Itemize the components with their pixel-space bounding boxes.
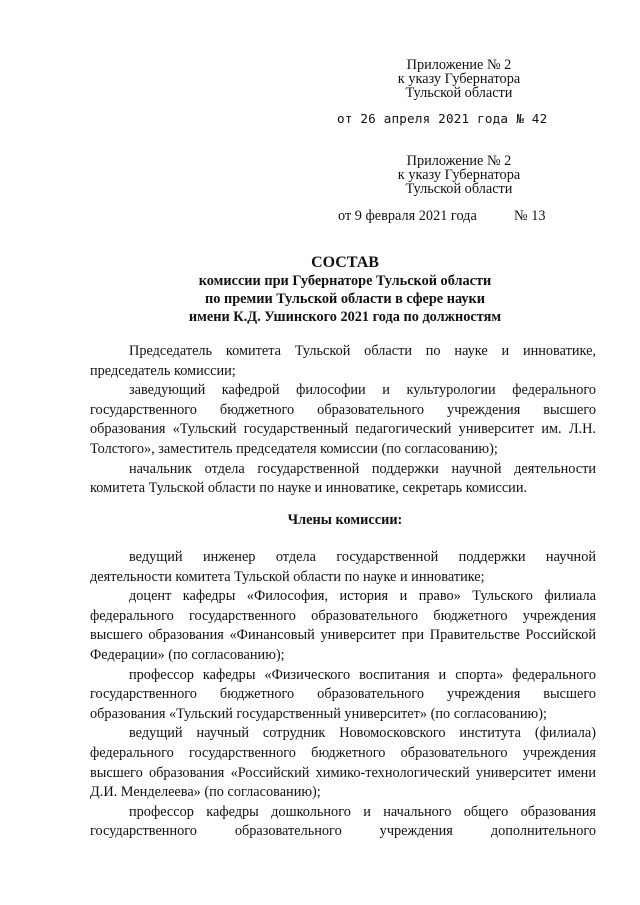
appendix-stamp-old	[372, 154, 546, 196]
leadership-item: заведующий кафедрой философии и культурологии федерального государственного бюджетного образовательного учреждения высшего образования «Тульский государственный педагогический университет им. Л.Н. Толстого», заместитель председателя комиссии (по согласованию);	[90, 382, 596, 457]
member-item: профессор кафедры дошкольного и начального общего образования государственного образовательного учреждения дополнительного	[90, 803, 596, 840]
decree-number: № 13	[514, 208, 546, 224]
title-main: СОСТАВ	[311, 254, 379, 271]
decree-date-text: от 26 апреля 2021 года	[337, 111, 509, 126]
appendix-line: Приложение № 2	[406, 153, 512, 169]
member-item: доцент кафедры «Философия, история и право» Тульского филиала федерального государственного образовательного бюджетного учреждения высшего образования «Финансовый университет при Правительстве Российской Федерации» (по согласованию);	[90, 588, 596, 663]
appendix-line: к указу Губернатора	[397, 167, 521, 183]
member-item: ведущий научный сотрудник Новомосковского института (филиала) федерального государственного бюджетного образовательного учреждения высшего образования «Российский химико-технологический университет имени Д.И. Менделеева» (по согласованию);	[90, 725, 596, 801]
decree-date-new	[337, 111, 547, 126]
title-line: имени К.Д. Ушинского 2021 года по должностям	[188, 309, 502, 325]
decree-date-text: от 9 февраля 2021 года	[338, 208, 477, 224]
title-line: комиссии при Губернаторе Тульской области	[198, 273, 492, 289]
appendix-line: к указу Губернатора	[397, 71, 521, 87]
title-line: по премии Тульской области в сфере науки	[205, 291, 485, 307]
appendix-line: Приложение № 2	[406, 57, 512, 73]
decree-date-old	[338, 208, 546, 225]
decree-number: № 42	[516, 111, 548, 126]
member-item: профессор кафедры «Физического воспитания и спорта» федерального государственного бюджетного образовательного учреждения высшего образования «Тульский государственный университет» (по согласованию);	[90, 666, 596, 722]
leadership-item: Председатель комитета Тульской области по науке и инноватике, председатель комиссии;	[90, 343, 596, 379]
document-title	[90, 254, 600, 326]
members-list	[90, 548, 596, 842]
appendix-line: Тульской области	[405, 181, 513, 197]
member-item: ведущий инженер отдела государственной поддержки научной деятельности комитета Тульской области по науке и инноватике;	[90, 549, 596, 585]
members-heading: Члены комиссии:	[287, 512, 403, 528]
leadership-item: начальник отдела государственной поддержки научной деятельности комитета Тульской области по науке и инноватике, секретарь комиссии.	[90, 460, 596, 497]
appendix-line: Тульской области	[405, 85, 513, 101]
appendix-stamp-new	[372, 58, 546, 100]
leadership-list	[90, 342, 596, 499]
